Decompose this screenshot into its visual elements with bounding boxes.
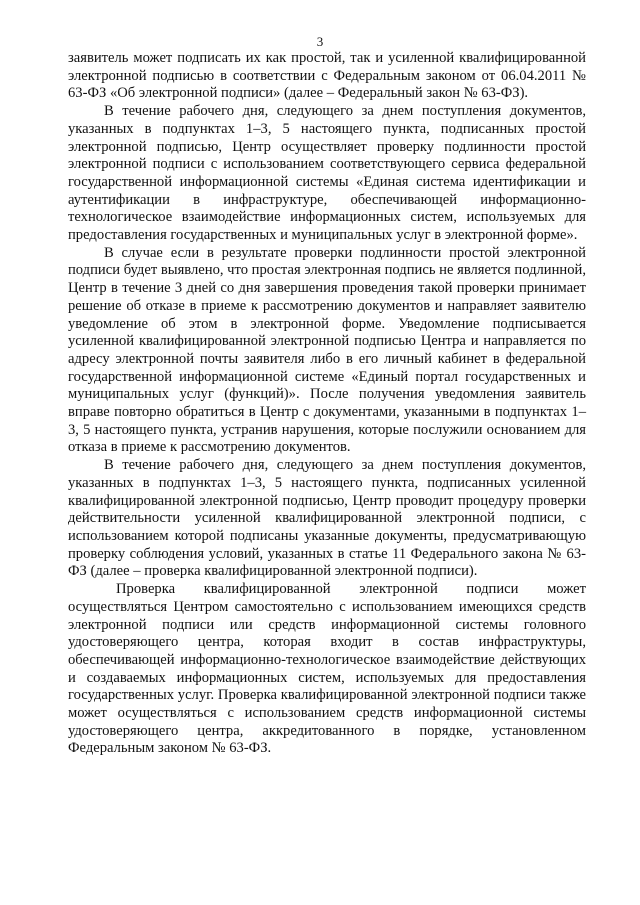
page-number: 3 bbox=[316, 34, 324, 49]
paragraph-simple-signature-check: В течение рабочего дня, следующего за днем поступления документов, указанных в подпунктах 1–3, 5 настоящего пункта, подписанных простой электронной подписью, Центр осуществляет проверку подлинности простой электронной подписи с использованием соответствующего сервиса федеральной государственной информационной системы «Единая система идентификации и аутентификации в инфраструктуре, обеспечивающей информационно-технологическое взаимодействие информационных систем, используемых для предоставления государственных и муниципальных услуг в электронной форме». bbox=[68, 103, 586, 244]
paragraph-invalid-signature: В случае если в результате проверки подлинности простой электронной подписи будет выявлено, что простая электронная подпись не является подлинной, Центр в течение 3 дней со дня завершения проведения такой проверки принимает решение об отказе в приеме к рассмотрению документов и направляет заявителю уведомление об этом в электронной форме. Уведомление подписывается усиленной квалифицированной электронной подписью Центра и направляется по адресу электронной почты заявителя либо в его личный кабинет в федеральной государственной информационной системе «Единый портал государственных и муниципальных услуг (функций)». После получения уведомления заявитель вправе повторно обратиться в Центр с документами, указанными в подпунктах 1–3, 5 настоящего пункта, устранив нарушения, которые послужили основанием для отказа в приеме к рассмотрению документов. bbox=[68, 244, 586, 456]
document-body bbox=[68, 50, 586, 758]
paragraph-qualified-signature-check: В течение рабочего дня, следующего за днем поступления документов, указанных в подпунктах 1–3, 5 настоящего пункта, подписанных усиленной квалифицированной электронной подписью, Центр проводит процедуру проверки действительности усиленной квалифицированной электронной подписи, с использованием которой подписаны указанные документы, предусматривающую проверку соблюдения условий, указанных в статье 11 Федерального закона № 63-ФЗ (далее – проверка квалифицированной электронной подписи). bbox=[68, 457, 586, 580]
paragraph-qualified-check-means: Проверка квалифицированной электронной подписи может осуществляться Центром самостоятельно с использованием имеющихся средств электронной подписи или средств информационной системы головного удостоверяющего центра, которая входит в состав инфраструктуры, обеспечивающей информационно-технологическое взаимодействие действующих и создаваемых информационных систем, используемых для предоставления государственных услуг. Проверка квалифицированной электронной подписи также может осуществляться с использованием средств информационной системы удостоверяющего центра, аккредитованного в порядке, установленном Федеральным законом № 63-ФЗ. bbox=[68, 581, 586, 757]
paragraph-continuation: заявитель может подписать их как простой, так и усиленной квалифицированной электронной подписью в соответствии с Федеральным законом от 06.04.2011 № 63-ФЗ «Об электронной подписи» (далее – Федеральный закон № 63-ФЗ). bbox=[68, 50, 586, 102]
